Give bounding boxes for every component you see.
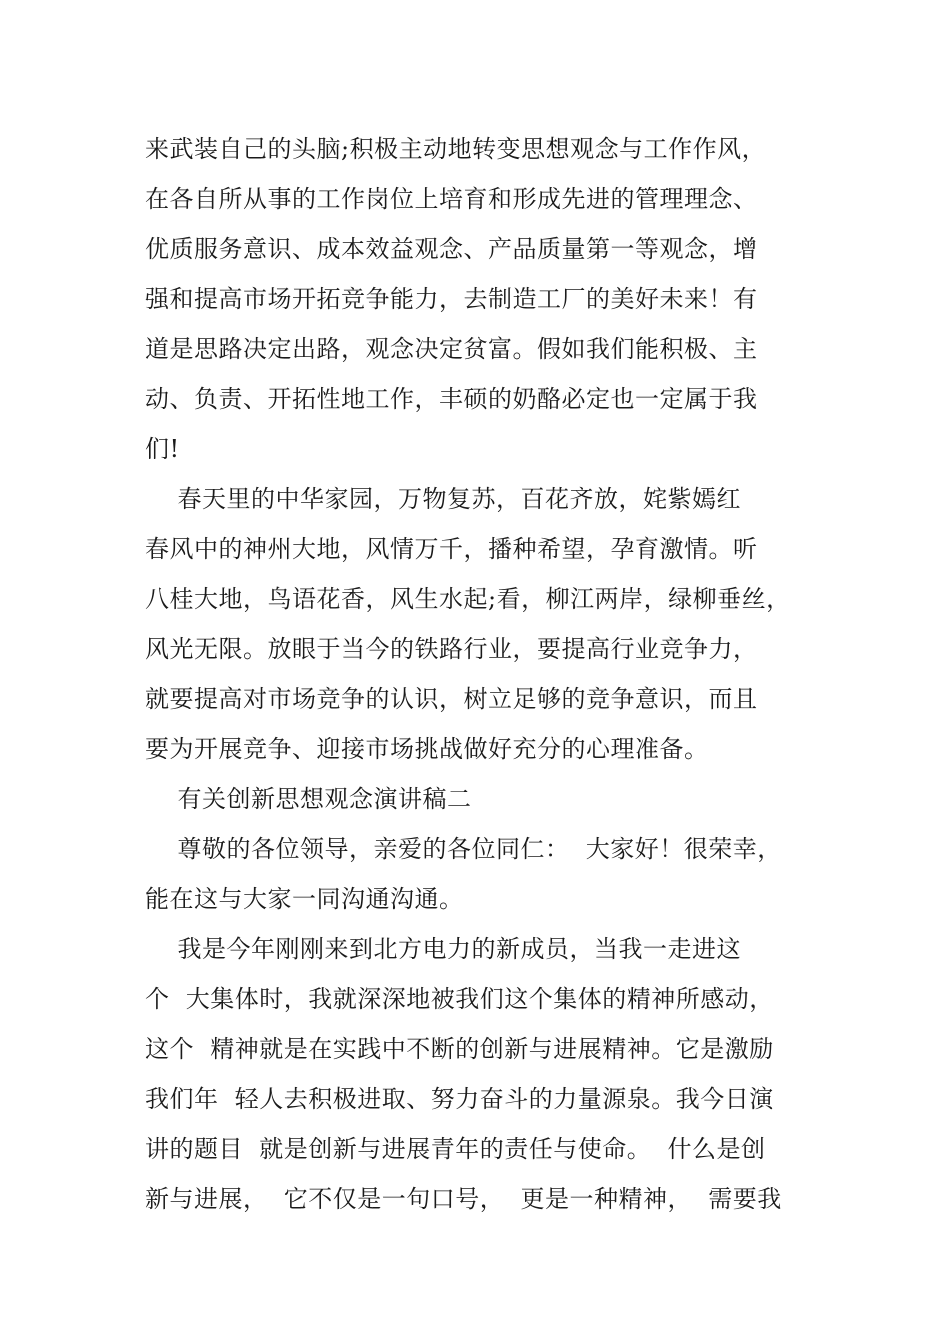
text-line: 八桂大地，鸟语花香，风生水起;看，柳江两岸，绿柳垂丝， <box>145 585 791 613</box>
text-line: 强和提高市场开拓竞争能力，去制造工厂的美好未来！有 <box>145 285 758 313</box>
text-line: 这个 精神就是在实践中不断的创新与进展精神。它是激励 <box>145 1035 774 1063</box>
body-text <box>145 124 825 1224</box>
text-line: 要为开展竞争、迎接市场挑战做好充分的心理准备。 <box>145 735 709 763</box>
text-line: 就要提高对市场竞争的认识，树立足够的竞争意识，而且 <box>145 685 758 713</box>
text-line: 新与进展， 它不仅是一句口号， 更是一种精神， 需要我 <box>145 1185 782 1213</box>
text-line: 风光无限。放眼于当今的铁路行业，要提高行业竞争力， <box>145 635 758 663</box>
text-line: 们! <box>145 435 180 463</box>
text-line: 动、负责、开拓性地工作，丰硕的奶酪必定也一定属于我 <box>145 385 758 413</box>
text-line: 尊敬的各位领导，亲爱的各位同仁： 大家好！很荣幸， <box>145 835 782 863</box>
text-line: 讲的题目 就是创新与进展青年的责任与使命。 什么是创 <box>145 1135 766 1163</box>
text-line: 能在这与大家一同沟通沟通。 <box>145 885 464 913</box>
text-line: 个 大集体时，我就深深地被我们这个集体的精神所感动， <box>145 985 774 1013</box>
text-line: 我们年 轻人去积极进取、努力奋斗的力量源泉。我今日演 <box>145 1085 774 1113</box>
text-line: 春天里的中华家园，万物复苏，百花齐放，姹紫嫣红 <box>145 485 742 513</box>
text-line: 来武装自己的头脑;积极主动地转变思想观念与工作作风， <box>145 135 767 163</box>
text-line: 我是今年刚刚来到北方电力的新成员，当我一走进这 <box>145 935 742 963</box>
text-line: 道是思路决定出路，观念决定贫富。假如我们能积极、主 <box>145 335 758 363</box>
section-heading: 有关创新思想观念演讲稿二 <box>145 785 472 813</box>
text-line: 春风中的神州大地，风情万千，播种希望，孕育激情。听 <box>145 535 758 563</box>
text-line: 在各自所从事的工作岗位上培育和形成先进的管理理念、 <box>145 185 758 213</box>
text-line: 优质服务意识、成本效益观念、产品质量第一等观念，增 <box>145 235 758 263</box>
